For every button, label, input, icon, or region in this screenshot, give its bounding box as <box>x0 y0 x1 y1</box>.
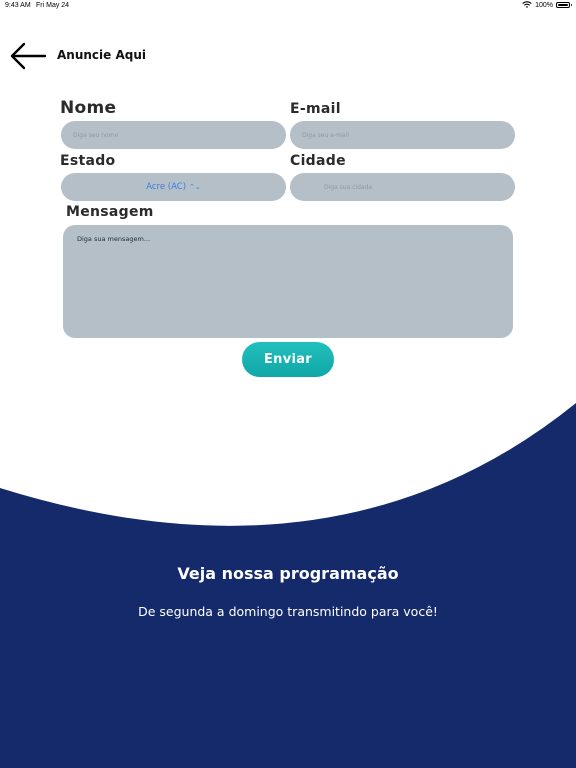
estado-label: Estado <box>60 153 116 169</box>
nome-input[interactable] <box>61 121 286 149</box>
estado-value: Acre (AC) <box>146 182 187 192</box>
status-right <box>522 1 570 9</box>
email-input[interactable] <box>290 121 515 149</box>
estado-select[interactable] <box>61 173 286 201</box>
send-button[interactable]: Enviar <box>242 342 334 377</box>
cidade-input[interactable] <box>290 173 515 201</box>
status-date: Fri May 24 <box>36 2 70 9</box>
promo-subtitle: De segunda a domingo transmitindo para você! <box>138 604 438 619</box>
mensagem-label: Mensagem <box>66 204 154 220</box>
arrow-left-icon <box>8 40 48 72</box>
cidade-label: Cidade <box>290 153 346 169</box>
chevron-up-down-icon: ⌃⌄ <box>189 182 201 191</box>
back-button[interactable] <box>8 40 48 72</box>
battery-percent: 100% <box>535 1 553 9</box>
header-title: Anuncie Aqui <box>57 48 146 62</box>
email-label: E-mail <box>290 101 341 117</box>
status-bar <box>0 0 576 14</box>
wifi-icon <box>522 1 532 9</box>
promo-title: Veja nossa programação <box>177 564 399 583</box>
battery-icon <box>556 2 570 8</box>
nome-label: Nome <box>60 98 117 118</box>
status-time: 9:43 AM <box>5 2 31 9</box>
mensagem-textarea[interactable] <box>63 225 513 338</box>
